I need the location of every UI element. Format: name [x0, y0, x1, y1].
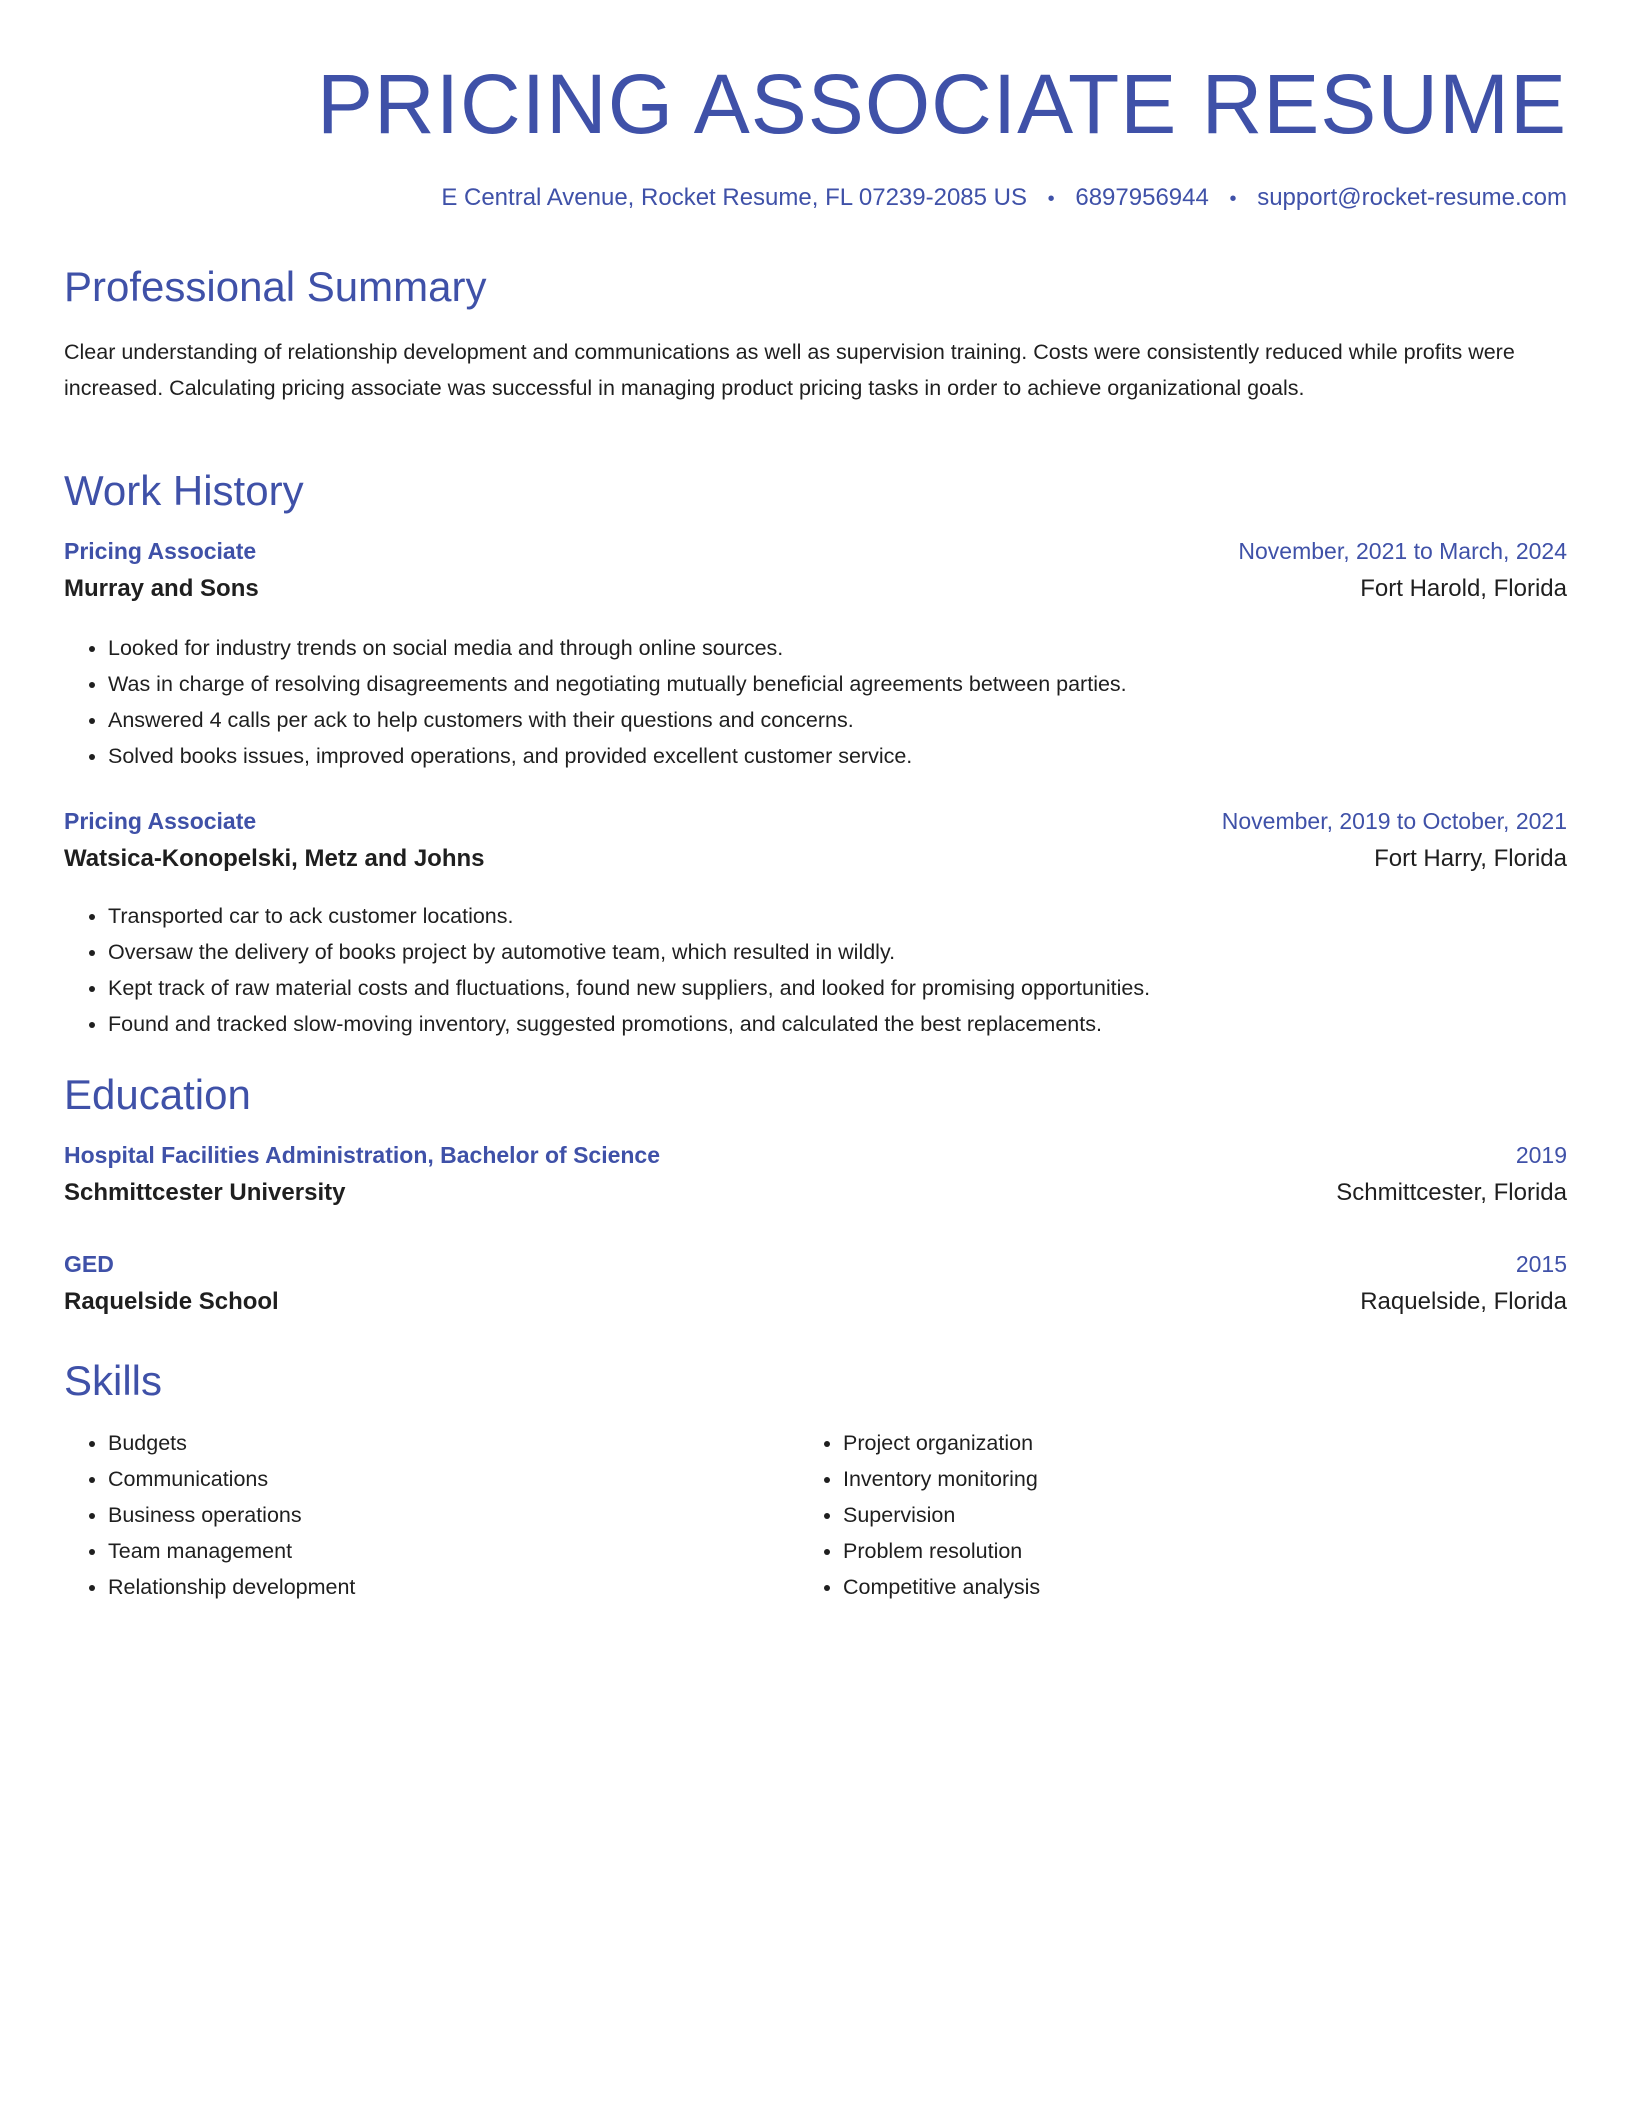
education-year: 2019	[1515, 1142, 1567, 1168]
education-heading: Education	[64, 1071, 251, 1118]
skills-list-left	[64, 1425, 355, 1605]
skill-item: • Communications	[108, 1461, 355, 1497]
skill-item: • Problem resolution	[843, 1533, 1040, 1569]
education-header	[64, 1251, 1567, 1278]
job-company: Murray and Sons	[64, 575, 259, 602]
contact-separator: •	[1229, 188, 1237, 210]
job-header	[64, 538, 1567, 565]
contact-line	[441, 182, 1567, 215]
education-school: Raquelside School	[64, 1288, 279, 1315]
education-degree: Hospital Facilities Administration, Bachelor of Science	[64, 1142, 661, 1168]
contact-address: E Central Avenue, Rocket Resume, FL 07239-2085 US	[441, 184, 1027, 211]
summary-text: Clear understanding of relationship development and communications as well as supervision training. Costs were consistently reduced while profits were increased. Calculating pricing associate was successful in managing product pricing tasks in order to achieve organizational goals.	[64, 340, 1515, 400]
summary-heading: Professional Summary	[64, 263, 487, 310]
job-bullet: • Found and tracked slow-moving inventory, suggested promotions, and calculated the best replacements.	[108, 1006, 1150, 1042]
skill-item: • Budgets	[108, 1425, 355, 1461]
job-employer-row	[64, 575, 1567, 603]
job-bullet: • Transported car to ack customer locations.	[108, 898, 1150, 934]
education-location: Raquelside, Florida	[1360, 1288, 1567, 1315]
job-location: Fort Harry, Florida	[1374, 845, 1567, 872]
education-degree: GED	[64, 1251, 114, 1277]
skill-item: • Team management	[108, 1533, 355, 1569]
skill-item: • Competitive analysis	[843, 1569, 1040, 1605]
skill-item: • Project organization	[843, 1425, 1040, 1461]
job-dates: November, 2021 to March, 2024	[1238, 538, 1567, 564]
job-bullet: • Kept track of raw material costs and fluctuations, found new suppliers, and looked for promising opportunities.	[108, 970, 1150, 1006]
job-title: Pricing Associate	[64, 808, 257, 834]
job-header	[64, 808, 1567, 835]
skill-item: • Business operations	[108, 1497, 355, 1533]
contact-email: support@rocket-resume.com	[1257, 184, 1567, 211]
job-employer-row	[64, 845, 1567, 873]
job-dates: November, 2019 to October, 2021	[1221, 808, 1567, 834]
skills-heading: Skills	[64, 1357, 163, 1404]
skill-item: • Supervision	[843, 1497, 1040, 1533]
job-location: Fort Harold, Florida	[1360, 575, 1567, 602]
job-bullet: • Answered 4 calls per ack to help customers with their questions and concerns.	[108, 702, 1127, 738]
skill-item: • Inventory monitoring	[843, 1461, 1040, 1497]
education-year: 2015	[1515, 1251, 1567, 1277]
job-bullets	[64, 898, 1150, 1042]
education-header	[64, 1142, 1567, 1169]
job-company: Watsica-Konopelski, Metz and Johns	[64, 845, 485, 872]
education-location: Schmittcester, Florida	[1336, 1179, 1567, 1206]
resume-title: PRICING ASSOCIATE RESUME	[317, 57, 1567, 151]
contact-separator: •	[1047, 188, 1055, 210]
job-bullet: • Oversaw the delivery of books project by automotive team, which resulted in wildly.	[108, 934, 1150, 970]
job-bullet: • Looked for industry trends on social media and through online sources.	[108, 630, 1127, 666]
contact-phone: 6897956944	[1075, 184, 1209, 211]
work-history-heading: Work History	[64, 467, 304, 514]
education-school-row	[64, 1288, 1567, 1316]
job-title: Pricing Associate	[64, 538, 257, 564]
education-school: Schmittcester University	[64, 1179, 346, 1206]
job-bullet: • Was in charge of resolving disagreements and negotiating mutually beneficial agreements between parties.	[108, 666, 1127, 702]
job-bullets	[64, 630, 1127, 774]
skills-list-right	[799, 1425, 1040, 1605]
education-school-row	[64, 1179, 1567, 1207]
job-bullet: • Solved books issues, improved operations, and provided excellent customer service.	[108, 738, 1127, 774]
skill-item: • Relationship development	[108, 1569, 355, 1605]
